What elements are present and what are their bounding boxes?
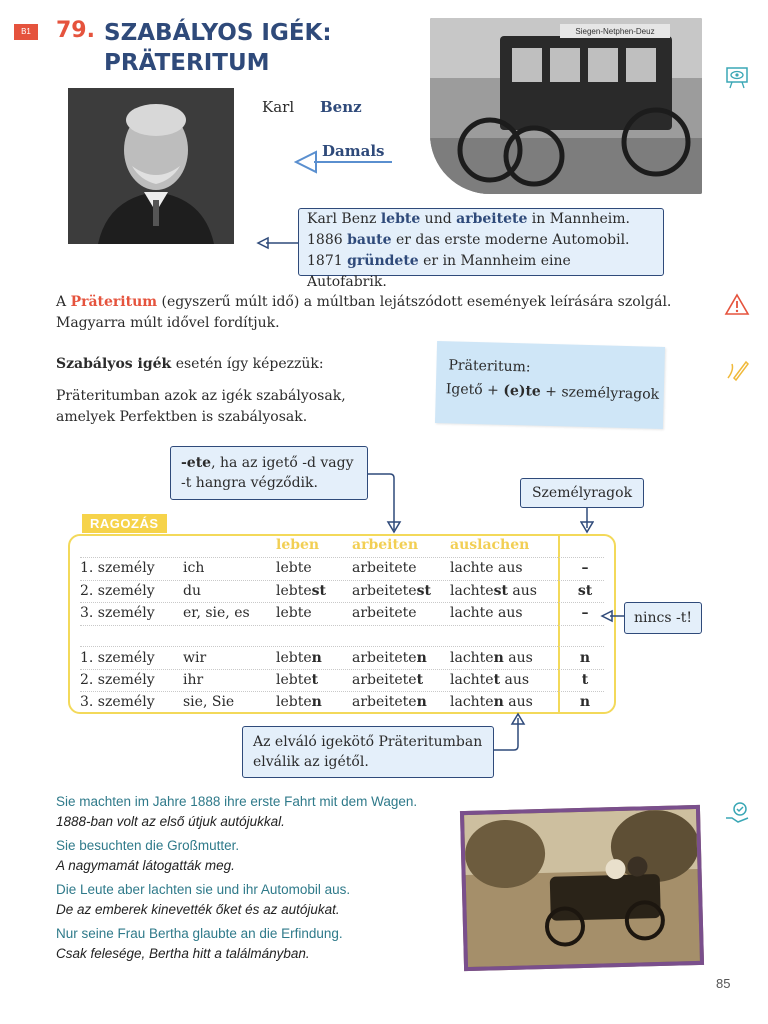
example-hungarian: Csak felesége, Bertha hitt a találmányban.: [56, 946, 310, 961]
szemelyragok-arrow-icon: [580, 508, 594, 534]
row-divider: [80, 691, 604, 692]
table-cell-auslachen: lachten aus: [450, 650, 533, 666]
table-cell-ending: st: [577, 583, 593, 599]
rule-heading: Szabályos igék esetén így képezzük:: [56, 356, 324, 372]
table-cell-ending: t: [581, 672, 589, 688]
table-cell-leben: lebte: [276, 560, 312, 576]
row-divider: [80, 625, 604, 626]
table-cell-pronoun: du: [183, 583, 201, 599]
table-cell-pronoun: ich: [183, 560, 205, 576]
table-cell-person: 1. személy: [80, 560, 155, 576]
table-cell-leben: lebte: [276, 605, 312, 621]
table-cell-arbeiten: arbeitetest: [352, 583, 431, 599]
example-sentences-box: [298, 208, 664, 290]
separable-prefix-callout: Az elváló igekötő Präteritumban elválik az igétől.: [242, 726, 494, 778]
table-cell-ending: n: [579, 650, 591, 666]
example-arrow-icon: [256, 236, 300, 250]
row-divider: [80, 602, 604, 603]
name-first: Karl: [262, 98, 295, 116]
bertha-car-photo: [460, 805, 704, 971]
table-cell-leben: lebtet: [276, 672, 319, 688]
nincs-t-callout: nincs -t!: [624, 602, 702, 634]
example-hungarian: A nagymamát látogatták meg.: [56, 858, 235, 873]
table-cell-person: 3. személy: [80, 694, 155, 710]
table-cell-pronoun: sie, Sie: [183, 694, 235, 710]
col-header-leben: leben: [276, 537, 320, 553]
hand-check-icon: [724, 800, 750, 826]
table-cell-ending: n: [579, 694, 591, 710]
table-cell-leben: lebten: [276, 694, 322, 710]
chapter-number: 79.: [56, 18, 95, 43]
presentation-eye-icon: [724, 64, 750, 90]
row-divider: [80, 669, 604, 670]
title-line-2: PRÄTERITUM: [104, 50, 270, 76]
table-cell-auslachen: lachtet aus: [450, 672, 530, 688]
pencil-note-icon: [724, 356, 750, 382]
car-sign-text: Siegen-Netphen-Deuz: [575, 27, 655, 36]
table-cell-person: 1. személy: [80, 650, 155, 666]
formula-note: [435, 341, 665, 429]
example-line: Karl Benz lebte und arbeitete in Mannheim.: [307, 211, 630, 227]
page-title: [104, 18, 424, 78]
warning-icon: [724, 292, 750, 318]
damals-label: Damals: [322, 142, 385, 160]
table-cell-auslachen: lachtest aus: [450, 583, 537, 599]
title-line-1: SZABÁLYOS IGÉK:: [104, 20, 332, 46]
example-hungarian: 1888-ban volt az első útjuk autójukkal.: [56, 814, 285, 829]
col-header-arbeiten: arbeiten: [352, 537, 419, 553]
table-cell-person: 2. személy: [80, 672, 155, 688]
ete-arrow-icon: [366, 470, 406, 534]
table-cell-ending: –: [581, 560, 589, 576]
example-german: Nur seine Frau Bertha glaubte an die Erfindung.: [56, 926, 343, 941]
row-divider: [80, 646, 604, 647]
table-cell-arbeiten: arbeitete: [352, 560, 417, 576]
example-german: Die Leute aber lachten sie und ihr Automobil aus.: [56, 882, 351, 897]
table-cell-ending: –: [581, 605, 589, 621]
table-cell-leben: lebtest: [276, 583, 326, 599]
row-divider: [80, 557, 604, 558]
formula-title: Präteritum:: [448, 357, 531, 376]
explanation-paragraph: A Präteritum (egyszerű múlt idő) a múltban lejátszódott események leírására szolgál. Magyarra múlt idővel fordítjuk.: [56, 294, 672, 331]
table-cell-arbeiten: arbeitetet: [352, 672, 424, 688]
example-line: 1886 baute er das erste moderne Automobil.: [307, 232, 630, 248]
table-cell-pronoun: wir: [183, 650, 207, 666]
row-divider: [80, 580, 604, 581]
col-header-auslachen: auslachen: [450, 537, 530, 553]
table-cell-auslachen: lachte aus: [450, 560, 523, 576]
formula-text: Igető + (e)te + személyragok: [445, 381, 660, 403]
table-cell-auslachen: lachten aus: [450, 694, 533, 710]
table-cell-arbeiten: arbeiteten: [352, 694, 427, 710]
table-cell-pronoun: er, sie, es: [183, 605, 250, 621]
ete-rule-callout: -ete, ha az igető -d vagy -t hangra végződik.: [170, 446, 368, 500]
karl-benz-photo: [68, 88, 234, 244]
table-cell-arbeiten: arbeiteten: [352, 650, 427, 666]
level-badge: B1: [14, 24, 38, 40]
example-german: Sie machten im Jahre 1888 ihre erste Fahrt mit dem Wagen.: [56, 794, 418, 809]
table-cell-arbeiten: arbeitete: [352, 605, 417, 621]
page-number: 85: [716, 976, 731, 991]
table-cell-person: 2. személy: [80, 583, 155, 599]
example-hungarian: De az emberek kinevették őket és az autójukat.: [56, 902, 340, 917]
table-cell-pronoun: ihr: [183, 672, 204, 688]
benz-car-photo: [430, 18, 702, 194]
table-cell-person: 3. személy: [80, 605, 155, 621]
table-cell-leben: lebten: [276, 650, 322, 666]
table-cell-auslachen: lachte aus: [450, 605, 523, 621]
rule-note: Präteritumban azok az igék szabályosak, amelyek Perfektben is szabályosak.: [56, 388, 346, 425]
szemelyragok-callout: Személyragok: [520, 478, 644, 508]
example-german: Sie besuchten die Großmutter.: [56, 838, 240, 853]
separable-arrow-icon: [492, 712, 528, 756]
ragozas-label: RAGOZÁS: [82, 514, 167, 533]
name-last: Benz: [320, 98, 362, 116]
example-line: 1871 gründete er in Mannheim eine Autofabrik.: [307, 253, 571, 290]
